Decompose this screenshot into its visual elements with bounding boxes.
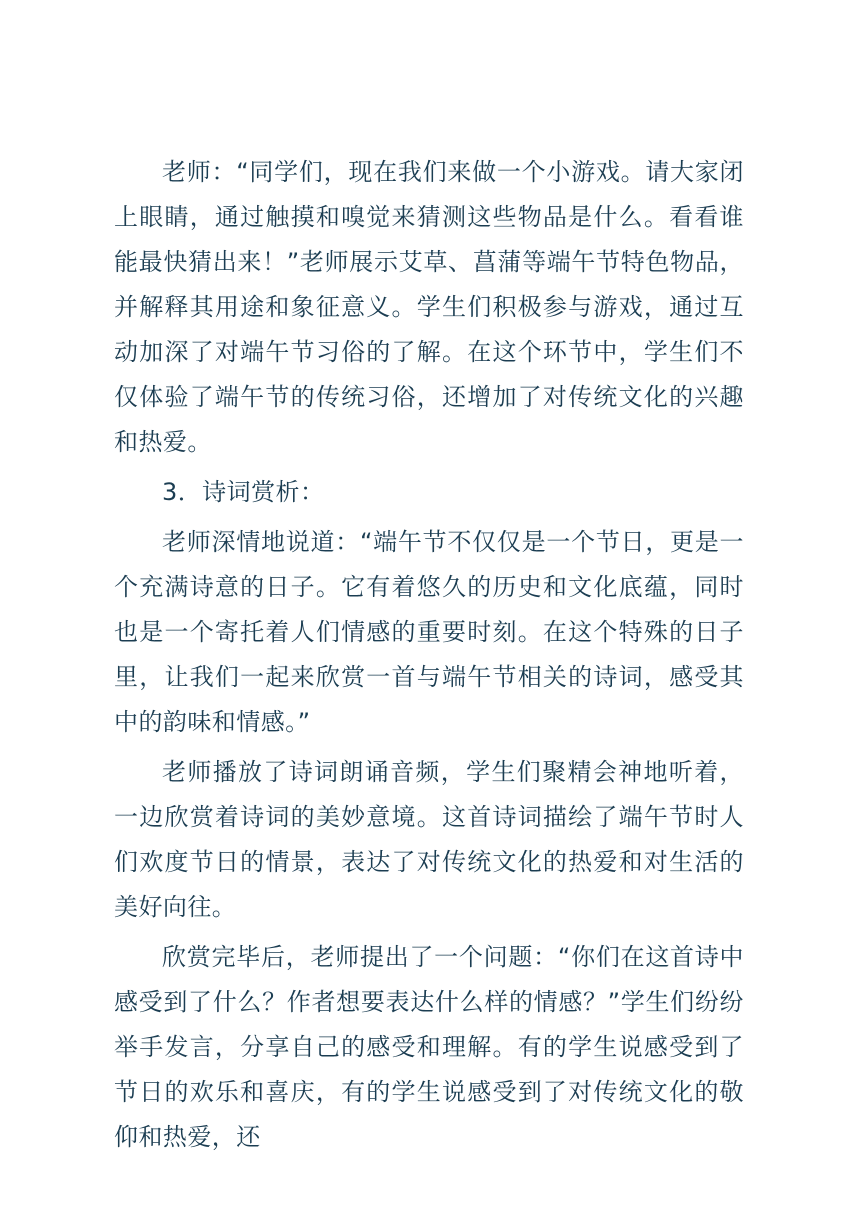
- paragraph-poem-audio: 老师播放了诗词朗诵音频，学生们聚精会神地听着，一边欣赏着诗词的美妙意境。这首诗词描绘了端午节时人们欢度节日的情景，表达了对传统文化的热爱和对生活的美好向往。: [114, 758, 744, 921]
- paragraph-discussion: 欣赏完毕后，老师提出了一个问题：“你们在这首诗中感受到了什么？作者想要表达什么样的情感？”学生们纷纷举手发言，分享自己的感受和理解。有的学生说感受到了节日的欢乐和喜庆，有的学生说感受到了对传统文化的敬仰和热爱，还: [114, 943, 744, 1151]
- section-heading-poetry-appreciation: 3．诗词赏析：: [162, 478, 325, 506]
- paragraph-teacher-introduction: 老师深情地说道：“端午节不仅仅是一个节日，更是一个充满诗意的日子。它有着悠久的历史和文化底蕴，同时也是一个寄托着人们情感的重要时刻。在这个特殊的日子里，让我们一起来欣赏一首与端午节相关的诗词，感受其中的韵味和情感。”: [114, 528, 744, 736]
- paragraph-game-activity: 老师：“同学们，现在我们来做一个小游戏。请大家闭上眼睛，通过触摸和嗅觉来猜测这些物品是什么。看看谁能最快猜出来！”老师展示艾草、菖蒲等端午节特色物品，并解释其用途和象征意义。学生们积极参与游戏，通过互动加深了对端午节习俗的了解。在这个环节中，学生们不仅体验了端午节的传统习俗，还增加了对传统文化的兴趣和热爱。: [114, 158, 744, 456]
- document-body: [114, 150, 744, 1160]
